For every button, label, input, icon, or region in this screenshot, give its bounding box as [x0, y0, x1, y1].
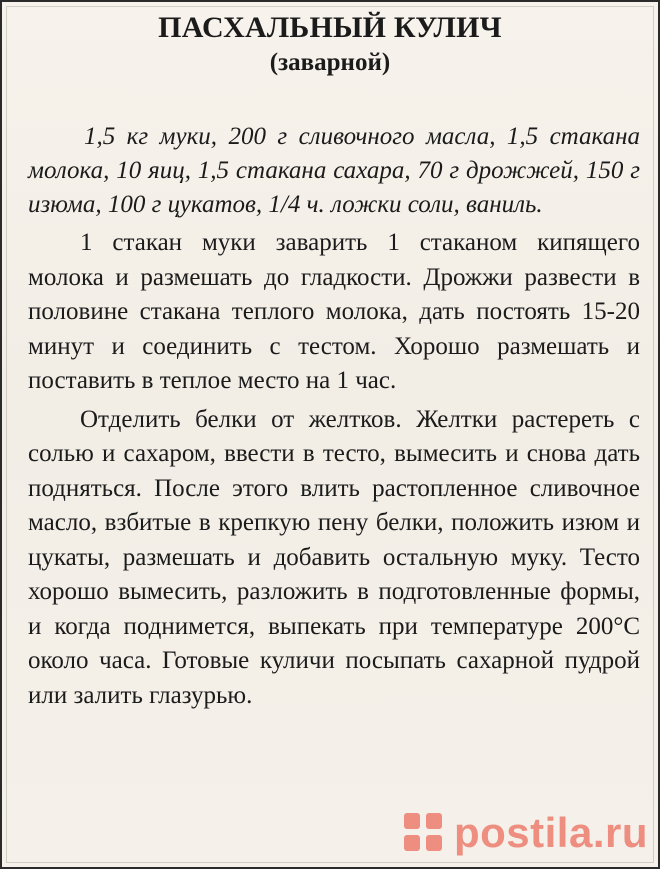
instruction-paragraph-2: Отделить белки от желтков. Желтки растереть с солью и сахаром, ввести в тесто, вымесить и снова дать подняться. После этого влить растопленное сливочное масло, взбитые в крепкую пену белки, положить изюм и цукаты, размешать и добавить остальную муку. Тесто хорошо вымесить, разложить в подготовленные формы, и когда поднимется, выпекать при температуре 200°С около часа. Готовые куличи посыпать сахарной пудрой или залить глазурью. — [28, 405, 640, 709]
recipe-body — [28, 120, 640, 717]
watermark-logo-icon — [404, 813, 444, 853]
watermark — [404, 809, 648, 857]
instruction-paragraph-1: 1 стакан муки заварить 1 стаканом кипящего молока и размешать до гладкости. Дрожжи развести в половине стакана теплого молока, дать постоять 15-20 минут и соединить с тестом. Хорошо размешать и поставить в теплое место на 1 час. — [28, 229, 640, 394]
recipe-subtitle: (заварной) — [269, 49, 391, 76]
ingredients-list: 1,5 кг муки, 200 г сливочного масла, 1,5 стакана молока, 10 яиц, 1,5 стакана сахара, 70 г дрожжей, 150 г изюма, 100 г цукатов, 1/4 ч. ложки соли, ваниль. — [28, 123, 640, 218]
watermark-text: postila.ru — [453, 809, 648, 856]
recipe-header — [2, 8, 658, 78]
recipe-title: ПАСХАЛЬНЫЙ КУЛИЧ — [158, 11, 502, 44]
